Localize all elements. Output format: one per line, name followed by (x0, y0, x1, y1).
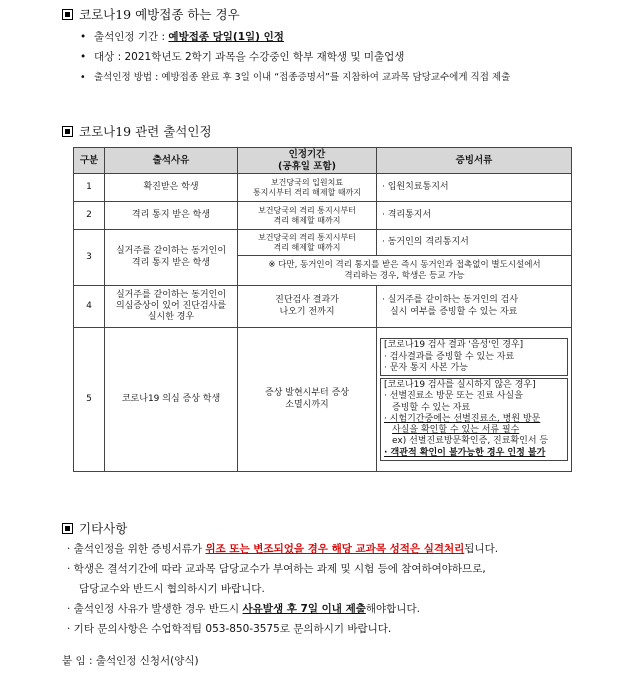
table-row: 1 확진받은 학생 보건당국의 입원치료 통지시부터 격리 해제할 때까지 · 입원치료통지서 (74, 174, 572, 202)
section2-heading (62, 122, 212, 140)
table-row: 3 실거주를 같이하는 동거인이 격리 통지 받은 학생 보건당국의 격리 통지시부터 격리 해제할 때까지 · 동거인의 격리통지서 (74, 230, 572, 256)
table-row: 5 코로나19 의심 증상 학생 증상 발현시부터 증상 소멸시까지 [코로나19 검사 결과 '음성'인 경우] · 검사결과를 증빙할 수 있는 자료 · 문자 통지 사본 가능 [코로나19 검사를 실시하지 않은 경우] · 선별진료소 방문 또는 진료 사실을 증빙할 수 있는 자료 · 시험기간중에는 선별진료소, 병원 방문 사실을 확인할 수 있는 서류 필수 ex) 선별진료방문확인증, 진료확인서 등 · 객관적 확인이 불가능한 경우 인정 불가 (74, 328, 572, 472)
forgery-warning: 위조 또는 변조되었을 경우 해당 교과목 성적은 실격처리 (205, 543, 465, 555)
vaccination-day-emph: 예방접종 당일(1일) 인정 (168, 31, 284, 43)
deadline-emph: 사유발생 후 7일 이내 제출 (242, 603, 366, 615)
contact-note: ※ 다만, 동거인이 격리 통지를 받은 즉시 동거인과 접촉없이 별도시설에서 격리하는 경우, 학생은 등교 가능 (238, 256, 572, 286)
section1-item-3: • 출석인정 방법 : 예방접종 완료 후 3일 이내 “접종증명서”를 지참하여 교과목 담당교수에게 직접 제출 (80, 72, 511, 83)
header-docs: 증빙서류 (377, 148, 572, 174)
section1-item-1: • 출석인정 기간 : 예방접종 당일(1일) 인정 (80, 31, 284, 43)
attendance-table (73, 147, 572, 472)
notice-line-4: · 출석인정 사유가 발생한 경우 반드시 사유발생 후 7일 이내 제출해야합니다. (67, 603, 420, 615)
table-header-row (74, 148, 572, 174)
section2-title: 코로나19 관련 출석인정 (79, 124, 212, 139)
section3-title: 기타사항 (79, 521, 128, 536)
checkbox-square-icon (62, 9, 73, 20)
section1-heading (62, 5, 240, 23)
notice-line-2: · 학생은 결석기간에 따라 교과목 담당교수가 부여하는 과제 및 시험 등에 참여하여야하므로, (67, 563, 486, 575)
attachment-line: 붙 임 : 출석인정 신청서(양식) (62, 655, 199, 667)
header-period: 인정기간 (공휴일 포함) (238, 148, 377, 174)
negative-result-box: [코로나19 검사 결과 '음성'인 경우] · 검사결과를 증빙할 수 있는 자료 · 문자 통지 사본 가능 (380, 338, 568, 376)
notice-line-3: 담당교수와 반드시 협의하시기 바랍니다. (79, 583, 265, 595)
no-test-box: [코로나19 검사를 실시하지 않은 경우] · 선별진료소 방문 또는 진료 사실을 증빙할 수 있는 자료 · 시험기간중에는 선별진료소, 병원 방문 사실을 확인할 수 있는 서류 필수 ex) 선별진료방문확인증, 진료확인서 등 · 객관적 확인이 불가능한 경우 인정 불가 (380, 378, 568, 461)
section3-heading (62, 519, 127, 537)
section1-title: 코로나19 예방접종 하는 경우 (79, 7, 240, 22)
header-no: 구분 (74, 148, 105, 174)
notice-line-1: · 출석인정을 위한 증빙서류가 위조 또는 변조되었을 경우 해당 교과목 성적은 실격처리됩니다. (67, 543, 499, 555)
checkbox-square-icon (62, 126, 73, 137)
checkbox-square-icon (62, 523, 73, 534)
notice-line-5: · 기타 문의사항은 수업학적팀 053-850-3575로 문의하시기 바랍니다. (67, 623, 392, 635)
table-row: 4 실거주를 같이하는 동거인이 의심증상이 있어 진단검사를 실시한 경우 진단검사 결과가 나오기 전까지 · 실거주를 같이하는 동거인의 검사 실시 여부를 증빙할 수 있는 자료 (74, 286, 572, 328)
table-row: 2 격리 통지 받은 학생 보건당국의 격리 통지시부터 격리 해제할 때까지 · 격리통지서 (74, 202, 572, 230)
header-reason: 출석사유 (105, 148, 238, 174)
section1-item-2: • 대상 : 2021학년도 2학기 과목을 수강중인 학부 재학생 및 미출업생 (80, 51, 405, 63)
